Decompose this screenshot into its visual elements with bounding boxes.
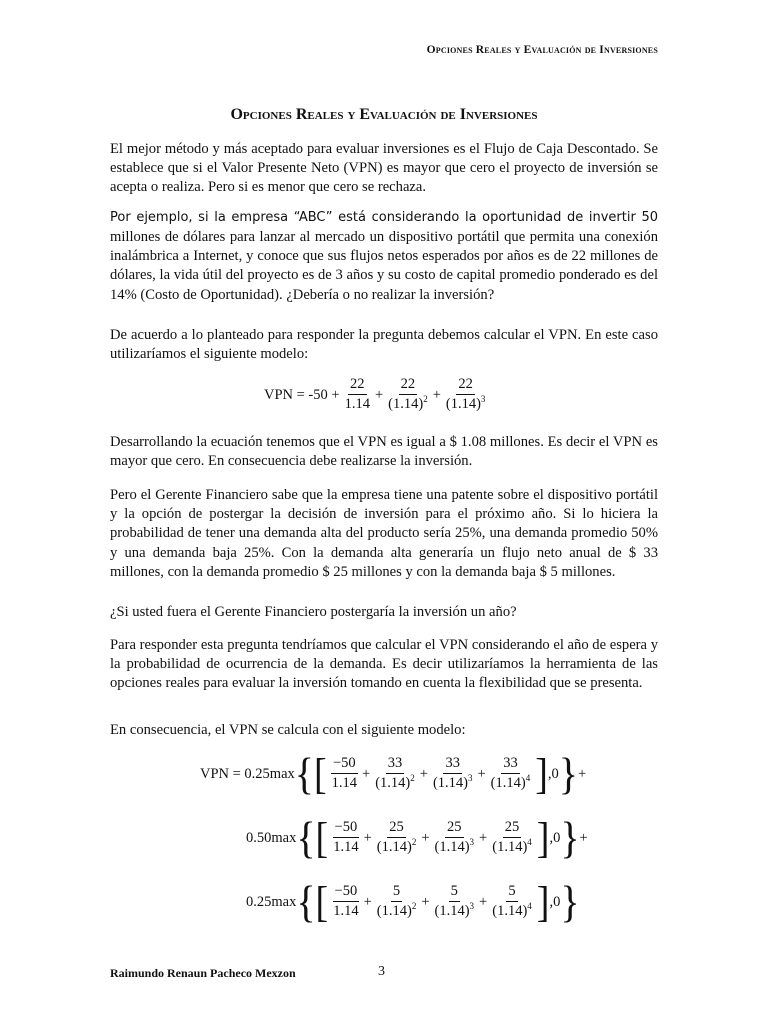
plus-sign: + <box>432 386 441 403</box>
paragraph-approach: De acuerdo a lo planteado para responder la pregunta debemos calcular el VPN. En este caso utilizaríamos el siguiente modelo: <box>110 327 658 363</box>
running-header: Opciones Reales y Evaluación de Inversiones <box>426 44 658 56</box>
denominator-base: (1.14) <box>434 903 470 919</box>
right-brace-symbol: } <box>560 812 580 863</box>
exponent: 4 <box>527 901 532 911</box>
formula-prefix: 0.50max <box>246 829 297 846</box>
fraction-denominator: $(1.14)^2$ <box>388 394 428 412</box>
vpn-formula-low-demand <box>246 876 580 927</box>
fraction-term <box>386 376 430 414</box>
exponent: 2 <box>411 901 417 911</box>
plus-sign: + <box>421 829 430 846</box>
footer-author: Raimundo Renaun Pacheco Mexzon <box>110 966 296 980</box>
zero-option: ,0 <box>547 765 559 782</box>
fraction-term <box>330 755 359 793</box>
fraction-denominator <box>431 774 475 793</box>
denominator-base: (1.14) <box>376 903 412 919</box>
paragraph-example: millones de dólares para lanzar al mercado un dispositivo portátil que permita una conexión inalámbrica a Internet, y conoce que sus flujos netos esperados por años es de 22 millones de dólares, la vida útil del proyecto es de 3 años y su costo de capital promedio ponderado es del 14% (Costo de Oportunidad). ¿Debería o no realizar la inversión? <box>110 229 658 303</box>
exponent: 3 <box>469 901 475 911</box>
zero-option: ,0 <box>549 829 561 846</box>
fraction-denominator <box>331 838 360 857</box>
vpn-formula-high-demand <box>200 748 587 799</box>
fraction-term <box>444 376 488 414</box>
fraction-denominator <box>330 774 359 793</box>
trailing-plus: + <box>577 765 587 782</box>
fraction-denominator: 1.14 <box>344 396 370 412</box>
fraction-term <box>375 819 419 857</box>
exponent: 2 <box>410 773 415 783</box>
fraction-numerator: −50 <box>333 883 360 902</box>
plus-sign: + <box>362 765 371 782</box>
fraction-denominator <box>331 902 360 921</box>
denominator-base: (1.14) <box>492 903 528 919</box>
formula-prefix: VPN = 0.25max <box>200 765 295 782</box>
fraction-numerator: 5 <box>506 883 517 902</box>
plus-sign: + <box>479 893 488 910</box>
page-number: 3 <box>378 964 385 979</box>
plus-sign: + <box>421 893 430 910</box>
fraction-term <box>431 755 475 793</box>
denominator-base: 1.14 <box>333 903 359 919</box>
paragraph-intro: El mejor método y más aceptado para evaluar inversiones es el Flujo de Caja Descontado. Se establece que si el Valor Presente Neto (VPN) es mayor que cero el proyecto de inversión se acepta o realiza. Pero si es menor que cero se rechaza. <box>110 141 658 196</box>
left-bracket-symbol: [ <box>315 877 329 927</box>
fraction-numerator: 5 <box>391 883 402 902</box>
plus-sign: + <box>374 386 384 403</box>
fraction-denominator <box>433 902 477 921</box>
plus-sign: + <box>419 765 428 782</box>
vpn-formula-basic <box>264 376 490 414</box>
fraction-denominator <box>433 838 477 857</box>
fraction-numerator: 25 <box>503 819 522 838</box>
fraction-numerator: 5 <box>449 883 460 902</box>
fraction-denominator <box>489 774 533 793</box>
fraction-term <box>433 883 477 921</box>
fraction-denominator <box>375 838 419 857</box>
formula-prefix: 0.25max <box>246 893 297 910</box>
fraction-numerator: 33 <box>386 755 405 774</box>
paragraph-real-options: Para responder esta pregunta tendríamos que calcular el VPN considerando el año de espera y la probabilidad de ocurrencia de la demanda. Es decir utilizaríamos la herramienta de las opciones reales para evaluar la inversión tomando en cuenta la flexibilidad que se presenta. <box>110 637 658 692</box>
page-title: Opciones Reales y Evaluación de Inversiones <box>230 106 538 123</box>
denominator-base: (1.14) <box>376 839 412 855</box>
paragraph-example-first-line: Por ejemplo, si la empresa “ABC” está considerando la oportunidad de invertir 50 <box>110 210 658 225</box>
denominator-base: (1.14) <box>434 839 470 855</box>
plus-sign: + <box>479 829 488 846</box>
fraction-numerator: −50 <box>333 819 360 838</box>
left-brace-symbol: { <box>294 748 314 799</box>
exponent: 3 <box>467 773 473 783</box>
left-bracket-symbol: [ <box>315 813 329 863</box>
fraction-denominator <box>490 838 534 857</box>
denominator-base: (1.14) <box>432 775 468 791</box>
denominator-base: (1.14) <box>492 839 528 855</box>
left-brace-symbol: { <box>296 812 316 863</box>
paragraph-financial-manager: Pero el Gerente Financiero sabe que la empresa tiene una patente sobre el dispositivo portátil y la opción de postergar la decisión de inversión para el próximo año. Si lo hiciera la probabilidad de tener una demanda alta del producto sería 25%, una demanda promedio 50% y una demanda baja 25%. Con la demanda alta generaría un flujo neto anual de $ 33 millones, con la demanda promedio $ 25 millones y con la demanda baja $ 5 millones. <box>110 487 658 580</box>
fraction-denominator <box>490 902 534 921</box>
plus-sign: + <box>363 829 372 846</box>
denominator-base: (1.14) <box>490 775 526 791</box>
right-brace-symbol: } <box>558 748 578 799</box>
paragraph-question: ¿Si usted fuera el Gerente Financiero postergaría la inversión un año? <box>110 604 517 620</box>
right-bracket-symbol: ] <box>536 877 550 927</box>
fraction-term <box>331 819 360 857</box>
denominator-base: (1.14) <box>375 775 411 791</box>
paragraph-result: Desarrollando la ecuación tenemos que el VPN es igual a $ 1.08 millones. Es decir el VPN es mayor que cero. En consecuencia debe realizarse la inversión. <box>110 434 658 470</box>
fraction-numerator: 33 <box>501 755 520 774</box>
denominator-base: 1.14 <box>331 775 358 791</box>
right-bracket-symbol: ] <box>535 749 548 799</box>
fraction-denominator <box>375 902 419 921</box>
exponent: 4 <box>525 773 531 783</box>
fraction-denominator: $(1.14)^3$ <box>445 394 486 412</box>
exponent: 4 <box>527 837 532 847</box>
fraction-term <box>375 883 419 921</box>
plus-sign: + <box>363 893 372 910</box>
fraction-term <box>343 376 372 414</box>
denominator-base: 1.14 <box>333 839 359 855</box>
vpn-formula-average-demand <box>246 812 588 863</box>
fraction-term <box>490 819 534 857</box>
fraction-numerator: −50 <box>331 755 358 774</box>
fraction-numerator: 22 <box>456 376 475 395</box>
fraction-numerator: 25 <box>445 819 464 838</box>
exponent: 2 <box>411 837 417 847</box>
fraction-numerator: 22 <box>348 376 367 395</box>
plus-sign: + <box>477 765 486 782</box>
zero-option: ,0 <box>549 893 561 910</box>
fraction-term <box>373 755 417 793</box>
trailing-plus: + <box>579 829 588 846</box>
fraction-term <box>331 883 360 921</box>
fraction-term <box>489 755 533 793</box>
fraction-term <box>433 819 477 857</box>
right-brace-symbol: } <box>560 876 580 927</box>
fraction-term <box>490 883 534 921</box>
left-brace-symbol: { <box>296 876 316 927</box>
fraction-numerator: 22 <box>399 376 418 395</box>
left-bracket-symbol: [ <box>313 749 327 799</box>
exponent: 3 <box>469 837 475 847</box>
right-bracket-symbol: ] <box>536 813 550 863</box>
paragraph-model-intro: En consecuencia, el VPN se calcula con el siguiente modelo: <box>110 722 466 738</box>
fraction-numerator: 33 <box>443 755 462 774</box>
fraction-numerator: 25 <box>387 819 406 838</box>
fraction-denominator <box>373 774 417 793</box>
formula-lhs: VPN = -50 + <box>264 386 340 403</box>
